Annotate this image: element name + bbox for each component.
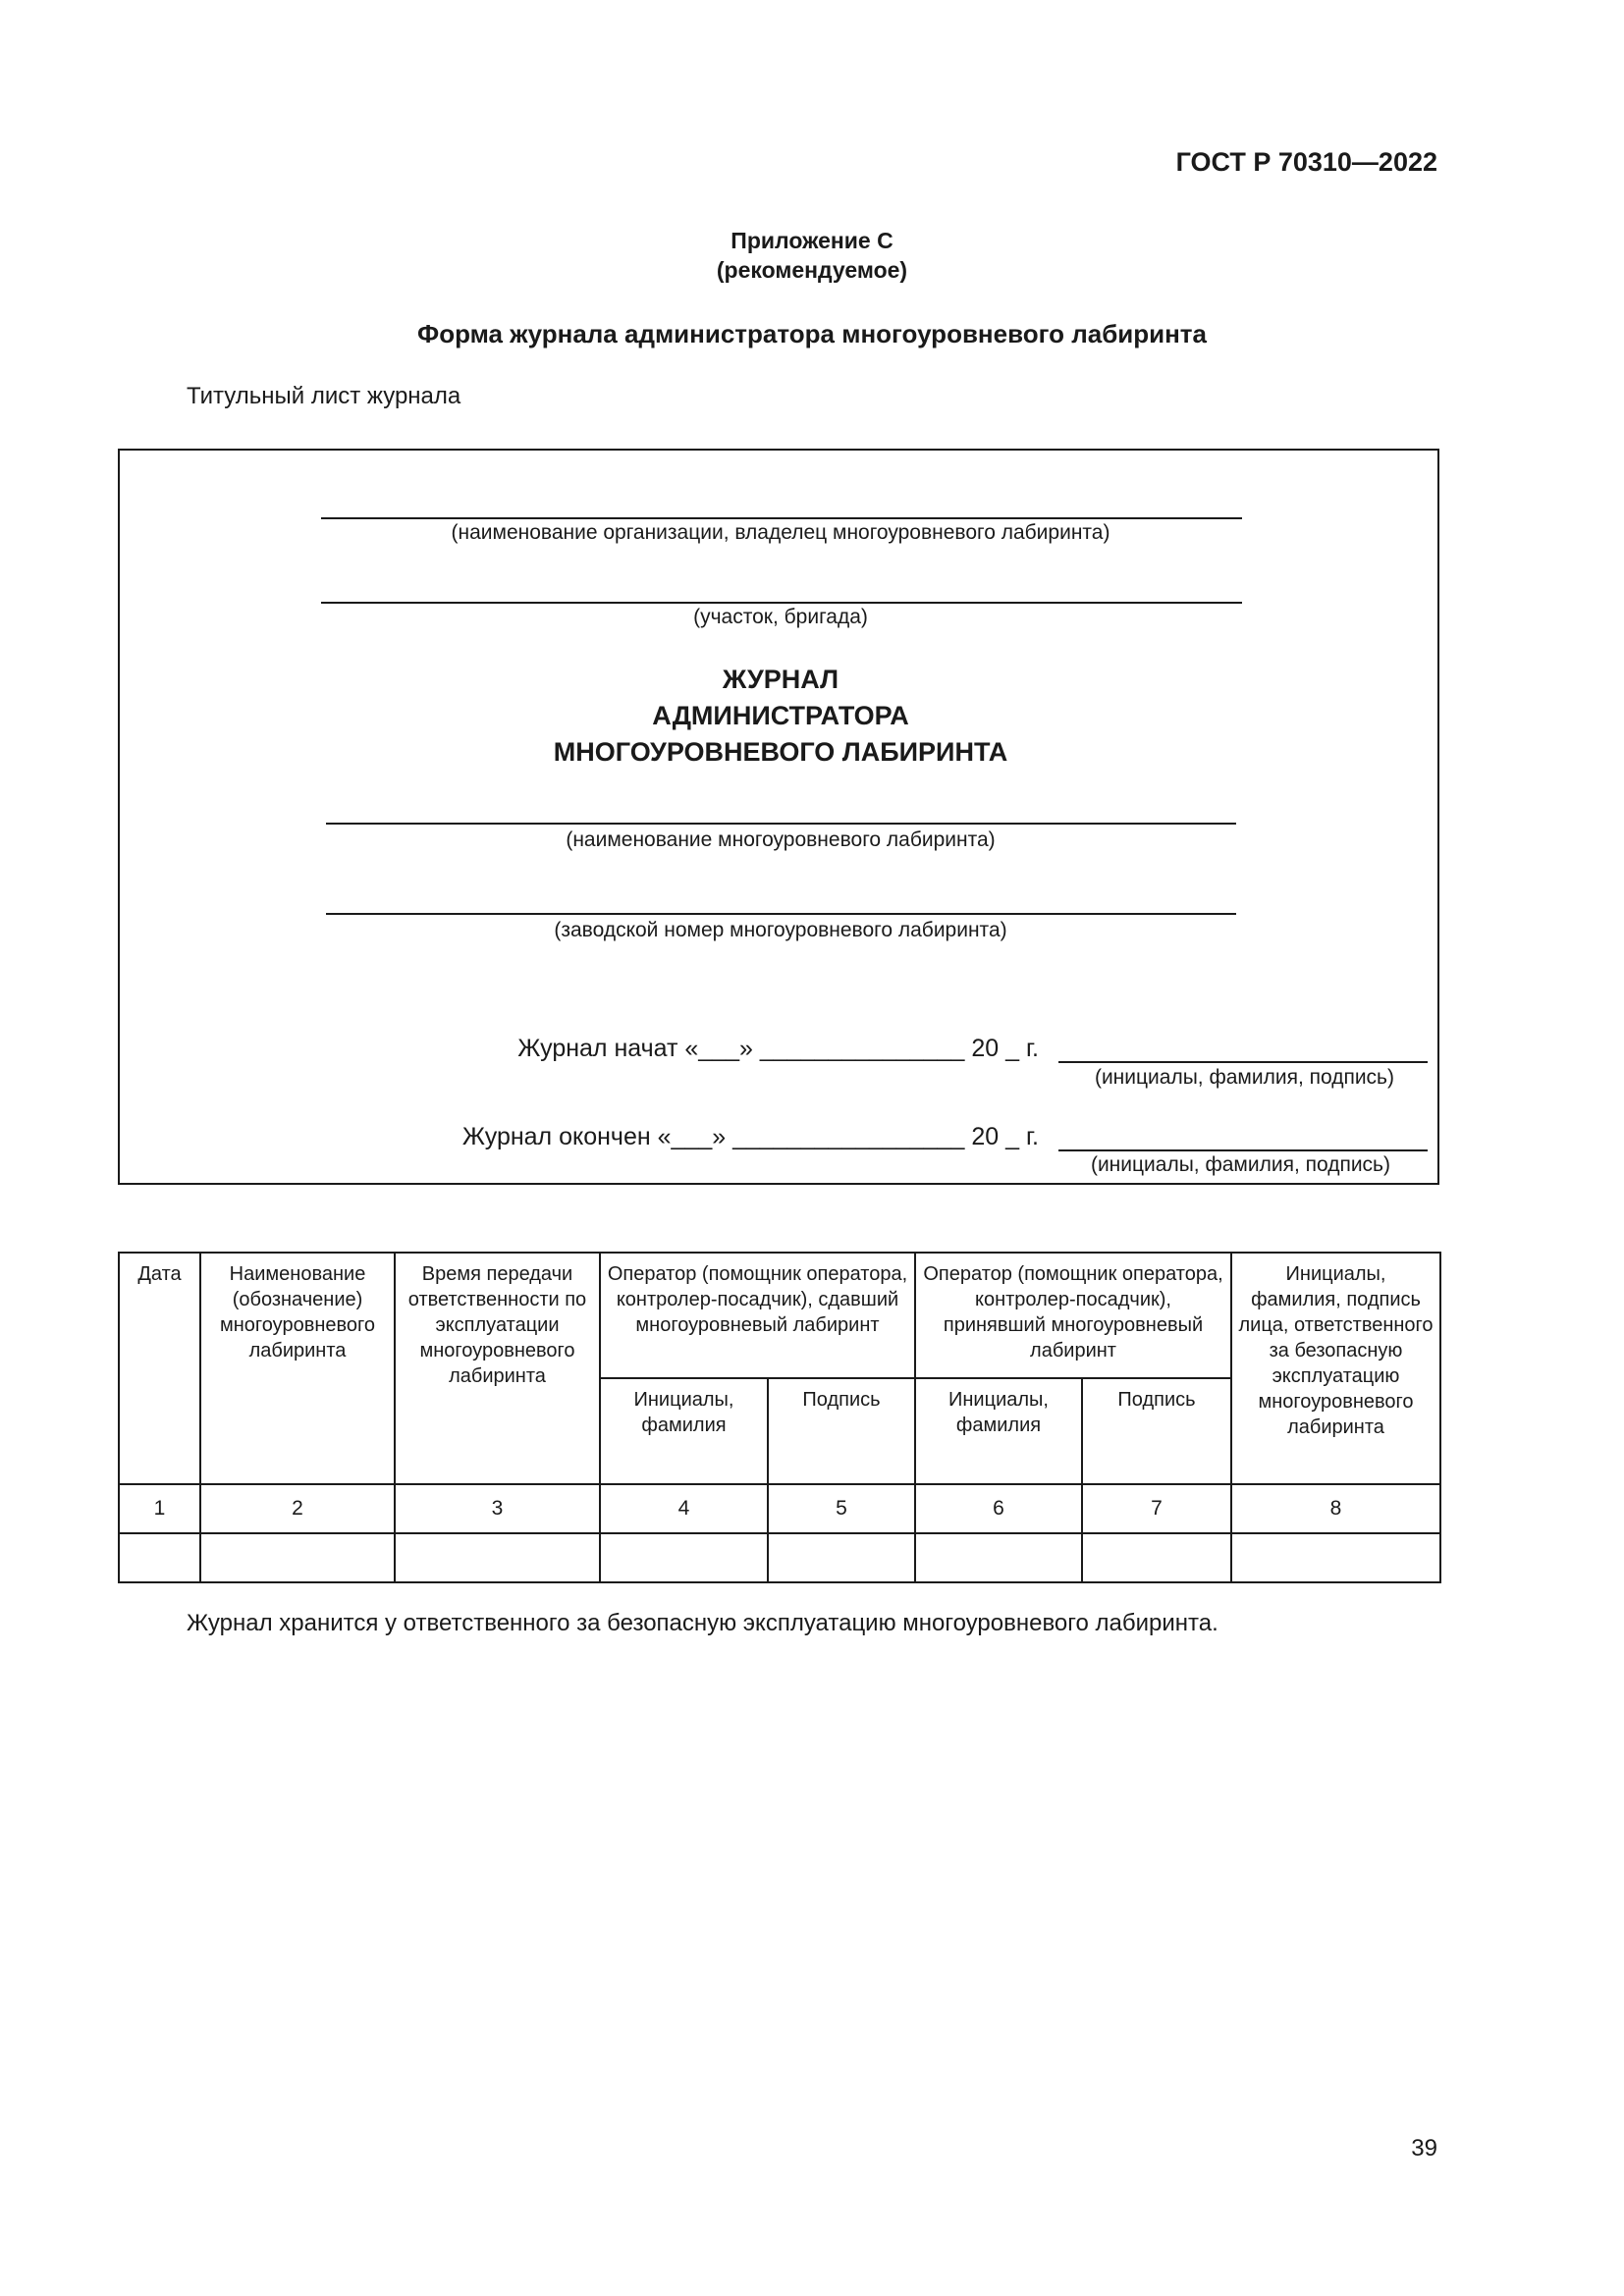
sub-signature-handed: Подпись: [768, 1378, 915, 1484]
empty-entry-row: [119, 1533, 1440, 1582]
journal-ended-line: Журнал окончен «___» _________________ 20 _ г.: [461, 1123, 1039, 1150]
sub-initials-handed: Инициалы, фамилия: [600, 1378, 768, 1484]
column-number: 8: [1231, 1484, 1440, 1533]
column-number: 4: [600, 1484, 768, 1533]
column-number: 7: [1082, 1484, 1231, 1533]
table-header-row: [119, 1253, 1440, 1378]
col-operator-received-header: Оператор (помощник оператора, контролер-посадчик), принявший многоуровневый лабиринт: [915, 1253, 1231, 1378]
column-number: 3: [395, 1484, 600, 1533]
col-date-header: Дата: [119, 1253, 200, 1484]
title-page-frame: [118, 449, 1439, 1185]
form-title: Форма журнала администратора многоуровневого лабиринта: [417, 319, 1207, 348]
empty-cell: [395, 1533, 600, 1582]
column-number: 5: [768, 1484, 915, 1533]
page-number: 39: [1411, 2135, 1437, 2162]
labyrinth-name-line: [326, 823, 1236, 825]
storage-note: Журнал хранится у ответственного за безопасную эксплуатацию многоуровневого лабиринта.: [187, 1610, 1218, 1636]
ended-signature-line: [1058, 1149, 1428, 1151]
started-signature-line: [1058, 1061, 1428, 1063]
journal-title-line-3: МНОГОУРОВНЕВОГО ЛАБИРИНТА: [553, 737, 1008, 767]
empty-cell: [119, 1533, 200, 1582]
empty-cell: [200, 1533, 395, 1582]
column-number: 6: [915, 1484, 1082, 1533]
appendix-status: (рекомендуемое): [716, 257, 908, 283]
empty-cell: [1082, 1533, 1231, 1582]
journal-title-line-2: АДМИНИСТРАТОРА: [652, 701, 909, 730]
col-operator-handed-header: Оператор (помощник оператора, контролер-посадчик), сдавший многоуровневый лабиринт: [600, 1253, 915, 1378]
journal-table: [118, 1252, 1441, 1583]
journal-started-line: Журнал начат «___» _______________ 20 _ г.: [517, 1035, 1039, 1062]
column-numbers-row: [119, 1484, 1440, 1533]
labyrinth-name-caption: (наименование многоуровневого лабиринта): [566, 828, 996, 851]
started-signature-caption: (инициалы, фамилия, подпись): [1094, 1066, 1394, 1089]
standard-number: ГОСТ Р 70310—2022: [1175, 147, 1437, 177]
column-number: 2: [200, 1484, 395, 1533]
section-caption: (участок, бригада): [693, 606, 868, 628]
empty-cell: [600, 1533, 768, 1582]
org-name-line: [321, 517, 1242, 519]
empty-cell: [768, 1533, 915, 1582]
sub-initials-received: Инициалы, фамилия: [915, 1378, 1082, 1484]
col-transfer-time-header: Время передачи ответственности по эксплуатации многоуровневого лабиринта: [395, 1253, 600, 1484]
empty-cell: [915, 1533, 1082, 1582]
serial-number-line: [326, 913, 1236, 915]
serial-number-caption: (заводской номер многоуровневого лабиринта): [554, 919, 1007, 941]
col-labyrinth-name-header: Наименование (обозначение) многоуровневого лабиринта: [200, 1253, 395, 1484]
column-number: 1: [119, 1484, 200, 1533]
title-page-label: Титульный лист журнала: [187, 383, 461, 409]
journal-title: [120, 662, 1441, 771]
appendix-title: Приложение С: [731, 228, 893, 253]
sub-signature-received: Подпись: [1082, 1378, 1231, 1484]
org-caption: (наименование организации, владелец многоуровневого лабиринта): [451, 521, 1110, 544]
ended-signature-caption: (инициалы, фамилия, подпись): [1090, 1153, 1390, 1176]
journal-title-line-1: ЖУРНАЛ: [722, 665, 839, 694]
col-responsible-header: Инициалы, фамилия, подпись лица, ответственного за безопасную эксплуатацию многоуровневого лабиринта: [1231, 1253, 1440, 1484]
empty-cell: [1231, 1533, 1440, 1582]
section-line: [321, 602, 1242, 604]
